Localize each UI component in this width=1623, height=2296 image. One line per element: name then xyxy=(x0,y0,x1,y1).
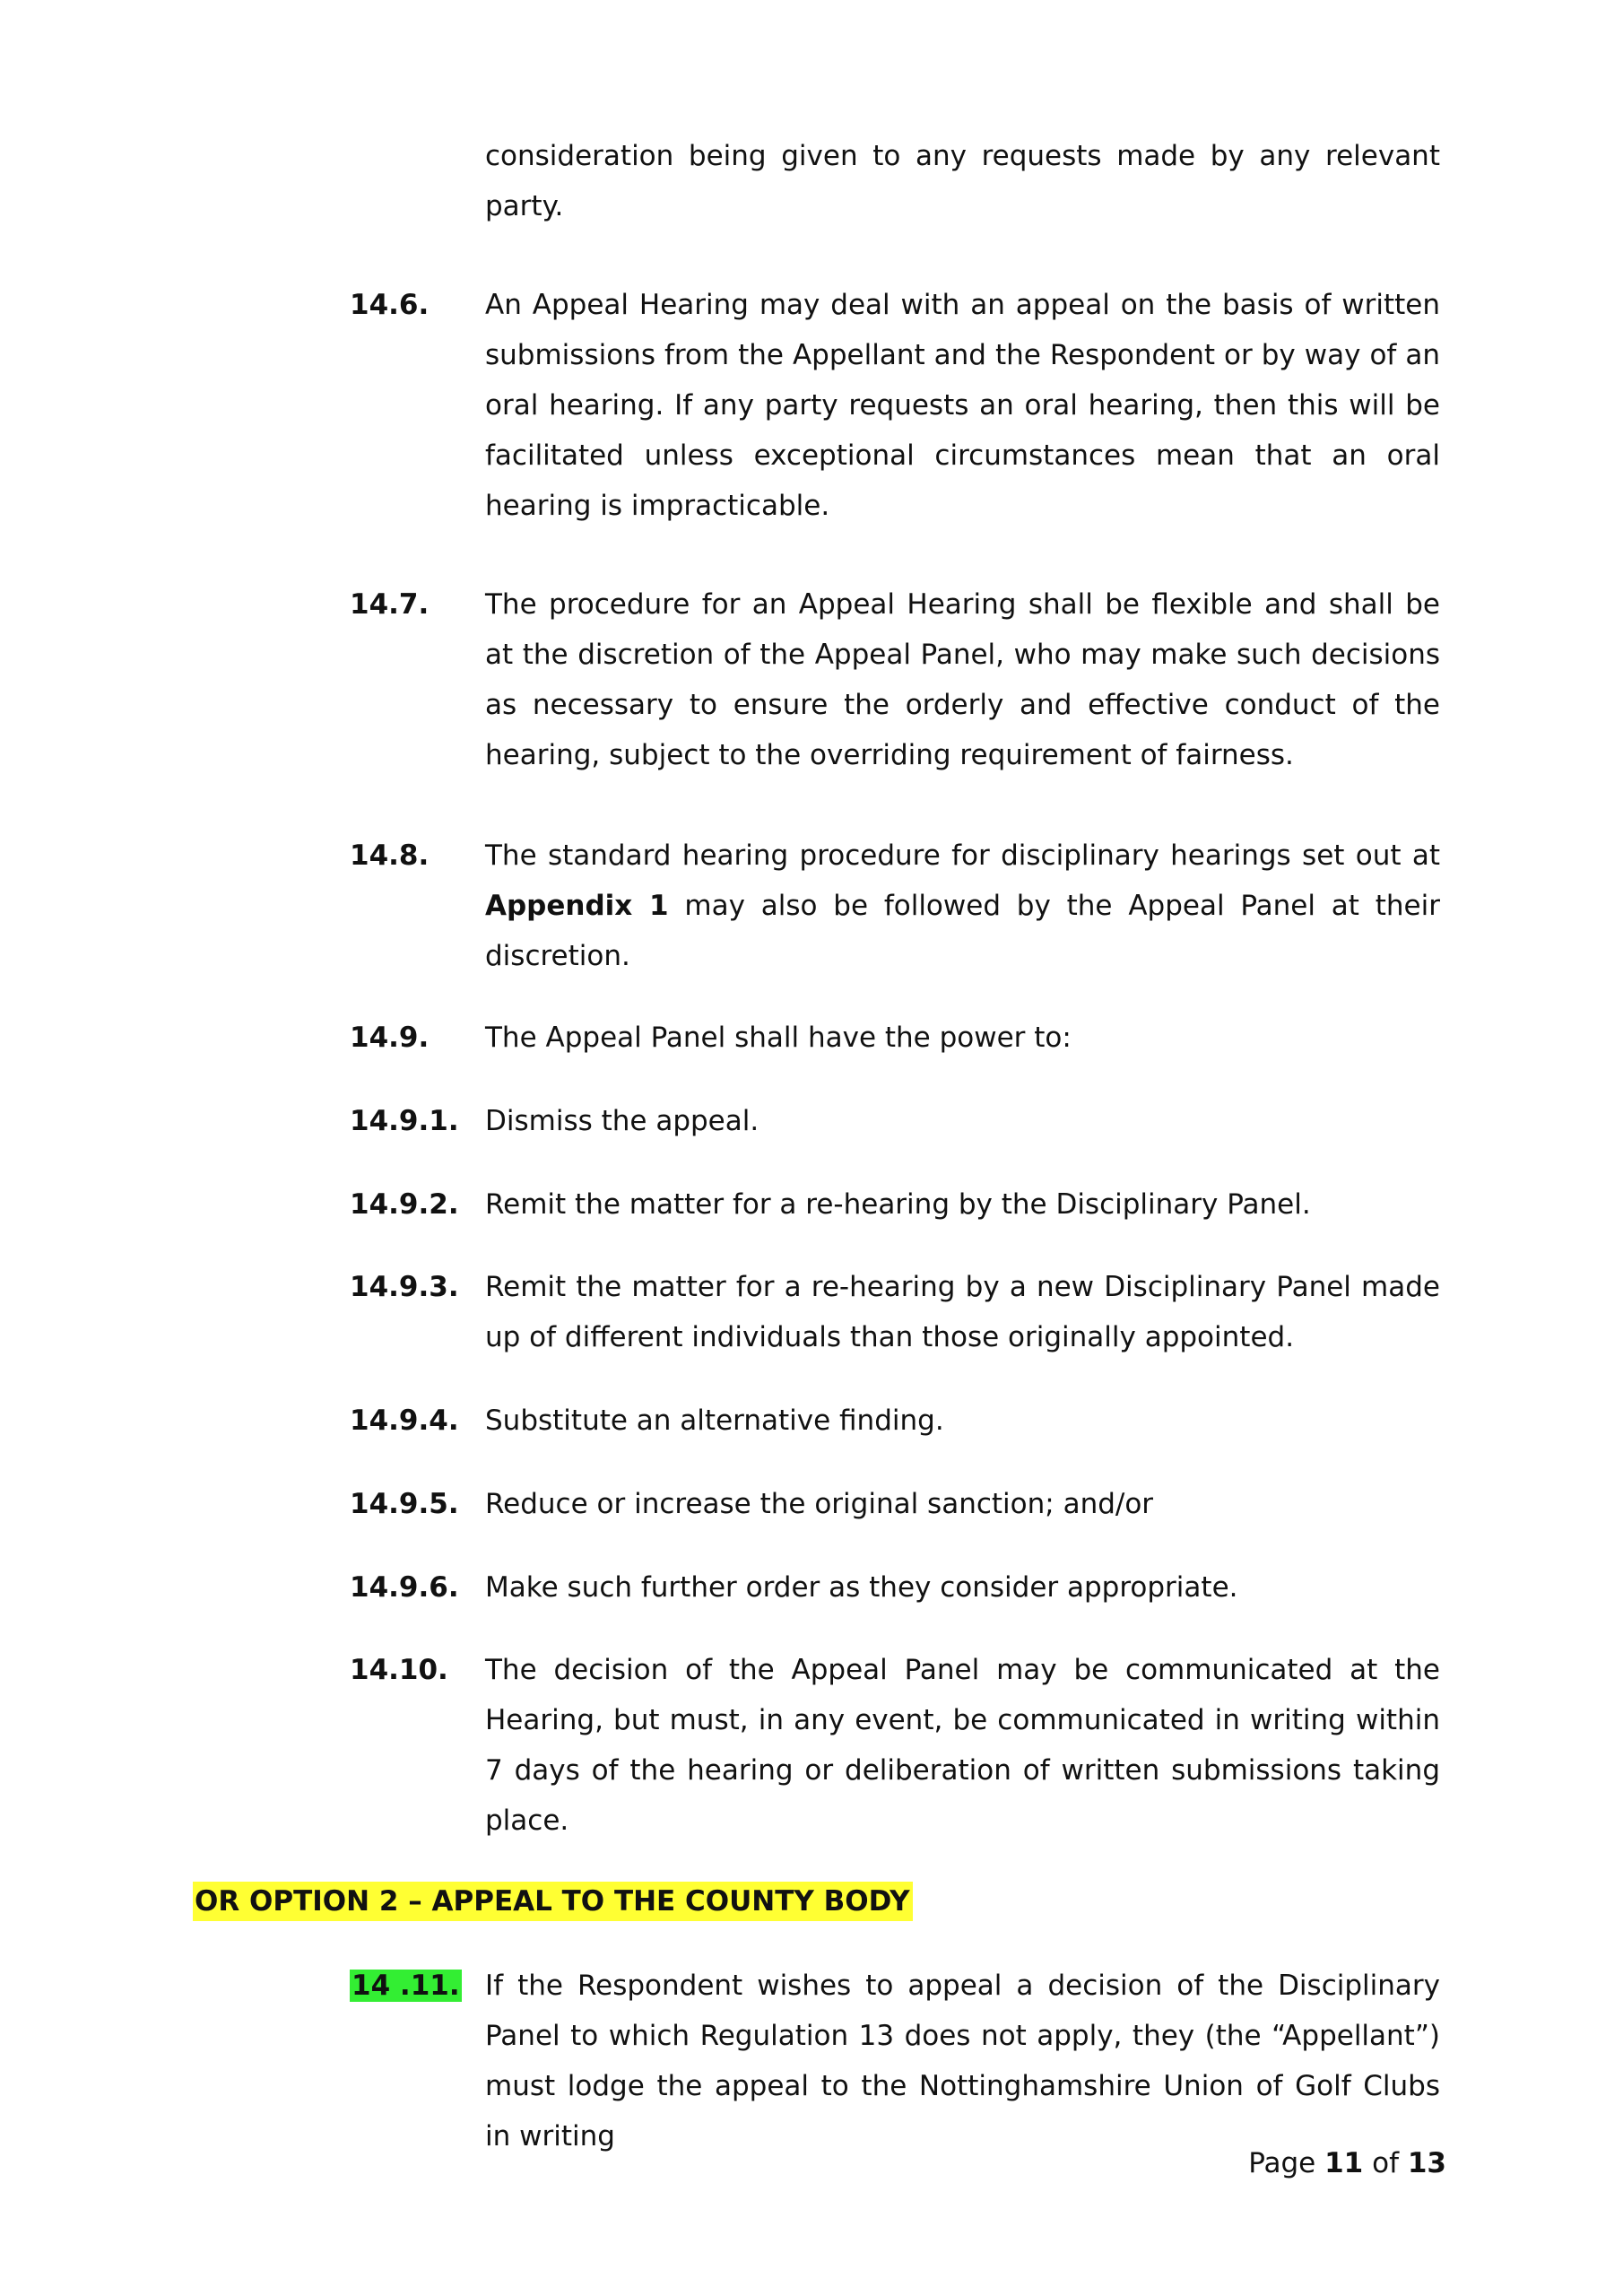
clause-number: 14.9.4. xyxy=(350,1405,459,1437)
appendix-reference: Appendix 1 xyxy=(485,890,669,922)
clause-text: Dismiss the appeal. xyxy=(485,1105,759,1137)
page-footer xyxy=(1237,2144,1446,2183)
clause-text: An Appeal Hearing may deal with an appeal on the basis of written submissions from the Appellant and the Respondent or by way of an oral hearing. If any party requests an oral hearing, then this will be facilitated unless exceptional circumstances mean that an oral hearing is impracticable. xyxy=(485,289,1440,522)
clause-text xyxy=(485,831,1440,981)
clause-text: Remit the matter for a re-hearing by the Disciplinary Panel. xyxy=(485,1188,1311,1221)
clause-text: Substitute an alternative finding. xyxy=(485,1405,944,1437)
clause-text: The decision of the Appeal Panel may be communicated at the Hearing, but must, in any event, be communicated in writing within 7 days of the hearing or deliberation of written submissions taking place. xyxy=(485,1654,1440,1837)
clause-number: 14.9.1. xyxy=(350,1105,459,1137)
clause-number: 14.10. xyxy=(350,1654,448,1686)
clause-text: The procedure for an Appeal Hearing shall be flexible and shall be at the discretion of the Appeal Panel, who may make such decisions as necessary to ensure the orderly and effective conduct of the hearing, subject to the overriding requirement of fairness. xyxy=(485,588,1440,771)
section-heading: OR OPTION 2 – APPEAL TO THE COUNTY BODY xyxy=(193,1882,913,1921)
clause-text: If the Respondent wishes to appeal a decision of the Disciplinary Panel to which Regulation 13 does not apply, they (the “Appellant”) must lodge the appeal to the Nottinghamshire Union of Golf Clubs in writing xyxy=(485,1970,1440,2152)
clause-text-after: may also be followed by the Appeal Panel at their discretion. xyxy=(485,890,1440,972)
clause-number: 14.9.2. xyxy=(350,1188,459,1221)
page-number: 11 xyxy=(1324,2147,1364,2179)
clause-number: 14.7. xyxy=(350,588,430,621)
highlighted-clause-number: 14 .11. xyxy=(352,1970,460,2002)
clause-text: The Appeal Panel shall have the power to: xyxy=(485,1022,1072,1054)
clause-text: Remit the matter for a re-hearing by a new Disciplinary Panel made up of different individuals than those originally appointed. xyxy=(485,1271,1440,1353)
clause-number: 14.9.5. xyxy=(350,1488,459,1520)
clause-number: 14.9. xyxy=(350,1022,430,1054)
clause-text-before: The standard hearing procedure for disciplinary hearings set out at xyxy=(485,839,1440,872)
clause-number: 14.9.3. xyxy=(350,1271,459,1303)
total-pages: 13 xyxy=(1407,2147,1446,2179)
clause-text: Make such further order as they consider appropriate. xyxy=(485,1571,1238,1604)
of-label: of xyxy=(1372,2147,1399,2179)
clause-number: 14.9.6. xyxy=(350,1571,459,1604)
clause-text: Reduce or increase the original sanction; and/or xyxy=(485,1488,1154,1520)
clause-number: 14.6. xyxy=(350,289,430,321)
paragraph-text: consideration being given to any requests made by any relevant party. xyxy=(485,140,1440,222)
clause-number xyxy=(350,1961,475,2011)
clause-number: 14.8. xyxy=(350,839,430,872)
page-label: Page xyxy=(1248,2147,1316,2179)
